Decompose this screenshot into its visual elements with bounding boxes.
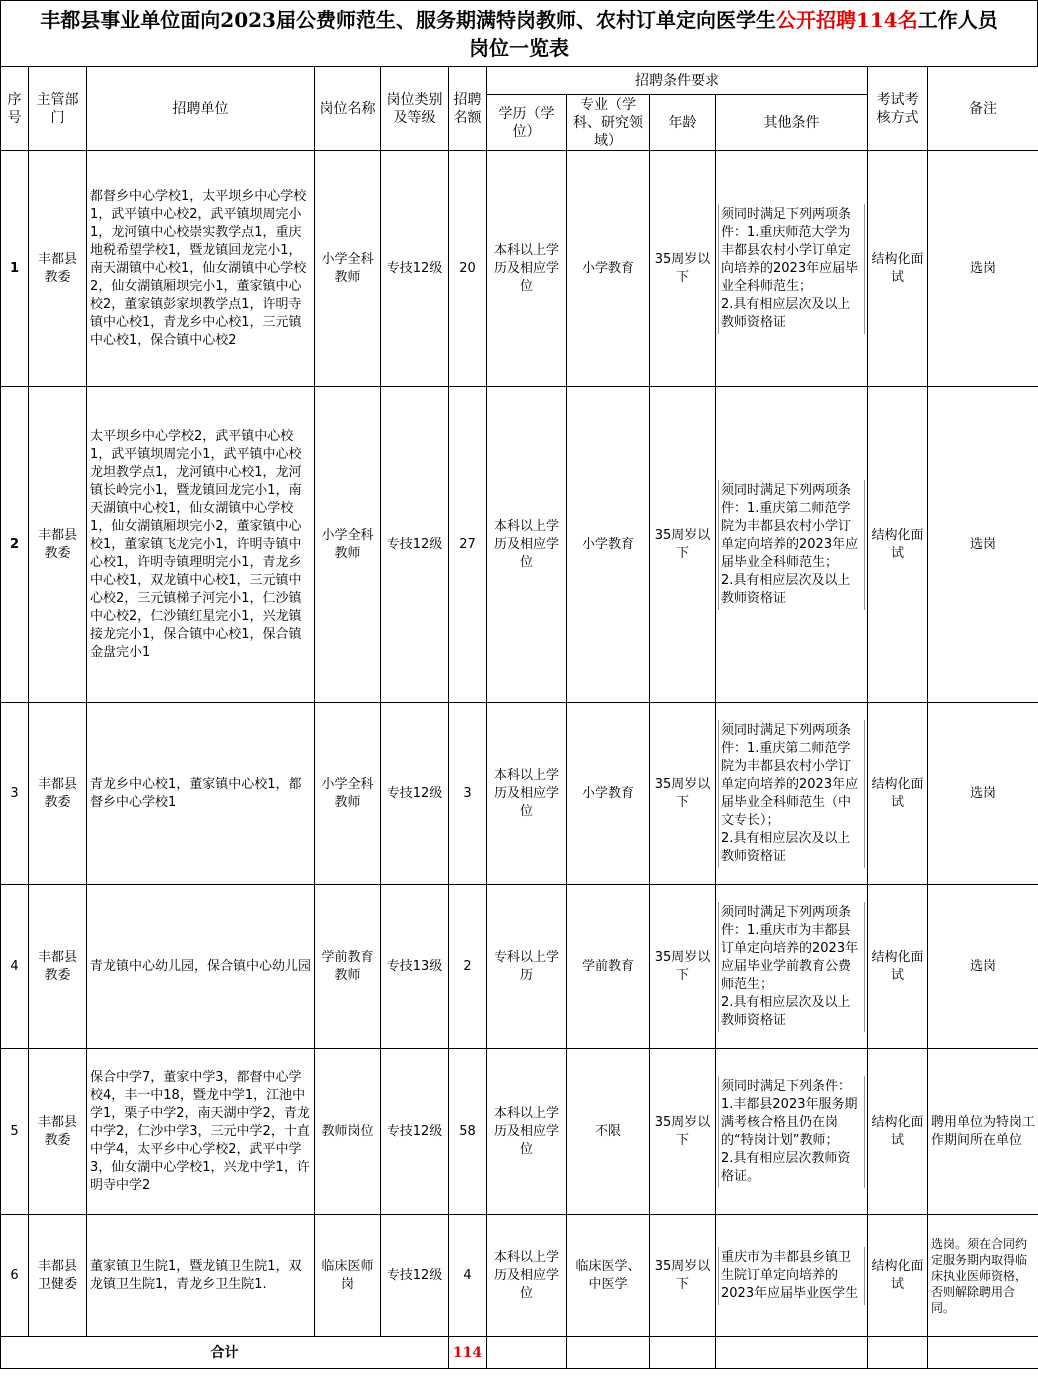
total-empty bbox=[868, 1337, 928, 1369]
row-dept: 丰都县教委 bbox=[29, 151, 87, 387]
title-highlight: 公开招聘114名 bbox=[775, 8, 918, 32]
row-age: 35周岁以下 bbox=[650, 1215, 716, 1337]
row-note: 选岗 bbox=[928, 151, 1038, 387]
row-exam: 结构化面试 bbox=[868, 703, 928, 885]
row-dept: 丰都县教委 bbox=[29, 1049, 87, 1215]
row-age: 35周岁以下 bbox=[650, 387, 716, 703]
row-post: 小学全科教师 bbox=[315, 151, 381, 387]
row-other-text: 重庆市为丰都县乡镇卫生院订单定向培养的2023年应届毕业医学生 bbox=[718, 1247, 865, 1305]
row-other bbox=[716, 1049, 868, 1215]
row-idx: 6 bbox=[1, 1215, 29, 1337]
total-empty bbox=[928, 1337, 1038, 1369]
row-age: 35周岁以下 bbox=[650, 151, 716, 387]
table-row bbox=[1, 387, 1038, 703]
total-row bbox=[1, 1337, 1038, 1369]
row-other-text: 须同时满足下列两项条件：1.重庆师范大学为丰都县农村小学订单定向培养的2023年应届毕业全科师范生； 2.具有相应层次及以上教师资格证 bbox=[718, 204, 865, 334]
row-idx: 2 bbox=[1, 387, 29, 703]
row-major: 学前教育 bbox=[567, 885, 650, 1049]
total-empty bbox=[716, 1337, 868, 1369]
row-dept: 丰都县教委 bbox=[29, 387, 87, 703]
row-edu: 本科以上学历及相应学位 bbox=[487, 1049, 567, 1215]
table-row bbox=[1, 885, 1038, 1049]
total-empty bbox=[487, 1337, 567, 1369]
row-other bbox=[716, 151, 868, 387]
row-other bbox=[716, 1215, 868, 1337]
row-level: 专技12级 bbox=[381, 1215, 449, 1337]
header-post: 岗位名称 bbox=[315, 67, 381, 151]
row-level: 专技13级 bbox=[381, 885, 449, 1049]
row-quota: 58 bbox=[449, 1049, 487, 1215]
row-post: 小学全科教师 bbox=[315, 387, 381, 703]
row-unit: 青龙镇中心幼儿园，保合镇中心幼儿园 bbox=[87, 885, 315, 1049]
row-idx: 1 bbox=[1, 151, 29, 387]
header-age: 年龄 bbox=[650, 95, 716, 151]
total-value: 114 bbox=[449, 1337, 487, 1369]
row-other-text: 须同时满足下列两项条件：1.重庆市为丰都县订单定向培养的2023年应届毕业学前教育公费师范生； 2.具有相应层次及以上教师资格证 bbox=[718, 902, 865, 1032]
header-row-1 bbox=[1, 67, 1038, 95]
row-quota: 20 bbox=[449, 151, 487, 387]
row-level: 专技12级 bbox=[381, 151, 449, 387]
title-line-2: 岗位一览表 bbox=[469, 36, 569, 60]
row-other-text: 须同时满足下列条件：1.丰都县2023年服务期满考核合格且仍在岗的“特岗计划”教师； 2.具有相应层次教师资格证。 bbox=[718, 1076, 865, 1188]
row-unit: 都督乡中心学校1，太平坝乡中心学校1，武平镇中心校2，武平镇坝周完小1，龙河镇中心校崇实教学点1，重庆地税希望学校1，暨龙镇回龙完小1，南天湖镇中心校1，仙女湖镇中心学校2，仙女湖镇厢坝完小1，董家镇中心校2，董家镇彭家坝教学点1，许明寺镇中心校1，青龙乡中心校1，三元镇中心校1，保合镇中心校2 bbox=[87, 151, 315, 387]
row-post: 教师岗位 bbox=[315, 1049, 381, 1215]
row-note: 选岗 bbox=[928, 387, 1038, 703]
row-dept: 丰都县教委 bbox=[29, 703, 87, 885]
table-row bbox=[1, 703, 1038, 885]
row-level: 专技12级 bbox=[381, 1049, 449, 1215]
header-major: 专业（学科、研究领域） bbox=[567, 95, 650, 151]
row-dept: 丰都县教委 bbox=[29, 885, 87, 1049]
total-empty bbox=[567, 1337, 650, 1369]
row-post: 小学全科教师 bbox=[315, 703, 381, 885]
header-note: 备注 bbox=[928, 67, 1038, 151]
table-row bbox=[1, 1049, 1038, 1215]
row-idx: 3 bbox=[1, 703, 29, 885]
row-other bbox=[716, 885, 868, 1049]
row-other-text: 须同时满足下列两项条件：1.重庆第二师范学院为丰都县农村小学订单定向培养的2023年应届毕业全科师范生； 2.具有相应层次及以上教师资格证 bbox=[718, 480, 865, 610]
row-exam: 结构化面试 bbox=[868, 387, 928, 703]
row-edu: 本科以上学历及相应学位 bbox=[487, 151, 567, 387]
row-note: 选岗。须在合同约定服务期内取得临床执业医师资格，否则解除聘用合同。 bbox=[928, 1215, 1038, 1337]
row-edu: 本科以上学历及相应学位 bbox=[487, 1215, 567, 1337]
row-unit: 保合中学7，董家中学3，都督中心学校4，丰一中18，暨龙中学1，江池中学1，栗子中学2，南天湖中学2，青龙中学2，仁沙中学3，三元中学2，十直中学4，太平乡中心学校2，武平中学3，仙女湖中心学校1，兴龙中学1，许明寺中学2 bbox=[87, 1049, 315, 1215]
row-edu: 专科以上学历 bbox=[487, 885, 567, 1049]
header-idx: 序号 bbox=[1, 67, 29, 151]
table-row bbox=[1, 151, 1038, 387]
row-major: 小学教育 bbox=[567, 703, 650, 885]
row-other-text: 须同时满足下列两项条件：1.重庆第二师范学院为丰都县农村小学订单定向培养的2023年应届毕业全科师范生（中文专长）； 2.具有相应层次及以上教师资格证 bbox=[718, 720, 865, 868]
row-post: 临床医师岗 bbox=[315, 1215, 381, 1337]
row-exam: 结构化面试 bbox=[868, 1215, 928, 1337]
total-label: 合计 bbox=[1, 1337, 449, 1369]
row-other bbox=[716, 387, 868, 703]
row-dept: 丰都县卫健委 bbox=[29, 1215, 87, 1337]
page-title bbox=[0, 0, 1038, 66]
title-prefix: 丰都县事业单位面向2023届公费师范生、服务期满特岗教师、农村订单定向医学生 bbox=[40, 8, 776, 32]
row-major: 小学教育 bbox=[567, 387, 650, 703]
row-exam: 结构化面试 bbox=[868, 885, 928, 1049]
row-major: 不限 bbox=[567, 1049, 650, 1215]
row-note: 选岗 bbox=[928, 885, 1038, 1049]
table-row bbox=[1, 1215, 1038, 1337]
row-idx: 5 bbox=[1, 1049, 29, 1215]
header-other: 其他条件 bbox=[716, 95, 868, 151]
title-line-1 bbox=[1, 6, 1037, 34]
row-idx: 4 bbox=[1, 885, 29, 1049]
row-exam: 结构化面试 bbox=[868, 151, 928, 387]
row-age: 35周岁以下 bbox=[650, 885, 716, 1049]
header-conditions: 招聘条件要求 bbox=[487, 67, 868, 95]
row-unit: 董家镇卫生院1，暨龙镇卫生院1，双龙镇卫生院1，青龙乡卫生院1. bbox=[87, 1215, 315, 1337]
positions-table bbox=[0, 66, 1038, 1369]
row-unit: 青龙乡中心校1，董家镇中心校1，都督乡中心学校1 bbox=[87, 703, 315, 885]
row-edu: 本科以上学历及相应学位 bbox=[487, 703, 567, 885]
row-quota: 2 bbox=[449, 885, 487, 1049]
row-major: 小学教育 bbox=[567, 151, 650, 387]
row-age: 35周岁以下 bbox=[650, 1049, 716, 1215]
row-other bbox=[716, 703, 868, 885]
row-quota: 3 bbox=[449, 703, 487, 885]
header-quota: 招聘名额 bbox=[449, 67, 487, 151]
total-empty bbox=[650, 1337, 716, 1369]
row-level: 专技12级 bbox=[381, 703, 449, 885]
header-unit: 招聘单位 bbox=[87, 67, 315, 151]
row-age: 35周岁以下 bbox=[650, 703, 716, 885]
row-edu: 本科以上学历及相应学位 bbox=[487, 387, 567, 703]
row-unit: 太平坝乡中心学校2，武平镇中心校1，武平镇坝周完小1，武平镇中心校龙坦教学点1，龙河镇中心校1，龙河镇长岭完小1，暨龙镇回龙完小1，南天湖镇中心校1，仙女湖镇中心学校1，仙女湖镇厢坝完小2，董家镇中心校1，董家镇飞龙完小1，许明寺镇中心校1，许明寺镇理明完小1，青龙乡中心校1，双龙镇中心校1，三元镇中心校2，三元镇梯子河完小1，仁沙镇中心校2，仁沙镇红星完小1，兴龙镇接龙完小1，保合镇中心校1，保合镇金盘完小1 bbox=[87, 387, 315, 703]
header-dept: 主管部门 bbox=[29, 67, 87, 151]
header-edu: 学历（学位） bbox=[487, 95, 567, 151]
row-post: 学前教育教师 bbox=[315, 885, 381, 1049]
row-note: 选岗 bbox=[928, 703, 1038, 885]
row-quota: 4 bbox=[449, 1215, 487, 1337]
title-suffix: 工作人员 bbox=[917, 8, 998, 32]
row-exam: 结构化面试 bbox=[868, 1049, 928, 1215]
row-note: 聘用单位为特岗工作期间所在单位 bbox=[928, 1049, 1038, 1215]
row-level: 专技12级 bbox=[381, 387, 449, 703]
row-quota: 27 bbox=[449, 387, 487, 703]
header-exam: 考试考核方式 bbox=[868, 67, 928, 151]
row-major: 临床医学、中医学 bbox=[567, 1215, 650, 1337]
header-level: 岗位类别及等级 bbox=[381, 67, 449, 151]
